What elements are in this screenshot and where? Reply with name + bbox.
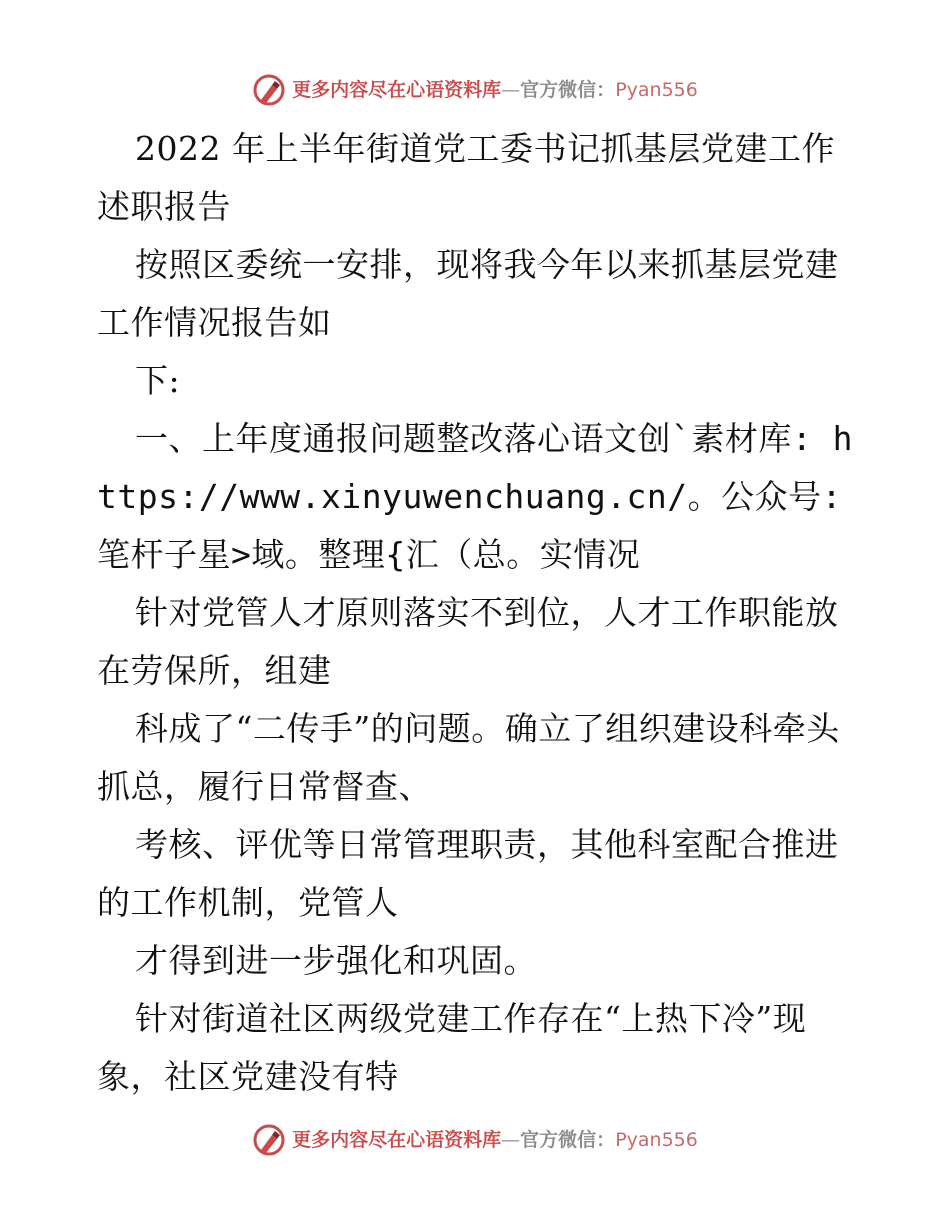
- watermark-text: 更多内容尽在心语资料库: [292, 1129, 502, 1151]
- paragraph-community: 针对街道社区两级党建工作存在“上热下冷”现象，社区党建没有特: [97, 999, 807, 1096]
- pen-in-circle-icon: [252, 73, 286, 107]
- paragraph-mechanism-cont: 才得到进一步强化和巩固。: [135, 941, 537, 980]
- footer-watermark: [0, 1120, 950, 1160]
- header-watermark: [0, 70, 950, 110]
- paragraph-section-one: 一、上年度通报问题整改落心语文创`素材库: https://www.xinyuwenchuang.cn/。公众号: 笔杆子星>域。整理{汇（总。实情况: [97, 419, 853, 574]
- paragraph-intro: 按照区委统一安排，现将我今年以来抓基层党建工作情况报告如: [97, 245, 839, 342]
- paragraph-intro-cont: 下:: [135, 361, 181, 400]
- watermark-wechat-id: Pyan556: [615, 79, 698, 101]
- watermark-dash: —: [501, 1129, 521, 1151]
- watermark-official-label: 官方微信：: [520, 79, 616, 101]
- watermark-official-label: 官方微信：: [520, 1129, 616, 1151]
- watermark-dash: —: [501, 79, 521, 101]
- watermark-wechat-id: Pyan556: [615, 1129, 698, 1151]
- pen-in-circle-icon: [252, 1123, 286, 1157]
- document-title: 2022 年上半年街道党工委书记抓基层党建工作述职报告: [97, 129, 835, 226]
- paragraph-talent-cont: 科成了“二传手”的问题。确立了组织建设科牵头抓总，履行日常督查、: [97, 709, 840, 806]
- document-body: [97, 120, 857, 1106]
- paragraph-talent: 针对党管人才原则落实不到位，人才工作职能放在劳保所，组建: [97, 593, 839, 690]
- paragraph-mechanism: 考核、评优等日常管理职责，其他科室配合推进的工作机制，党管人: [97, 825, 839, 922]
- watermark-text: 更多内容尽在心语资料库: [292, 79, 502, 101]
